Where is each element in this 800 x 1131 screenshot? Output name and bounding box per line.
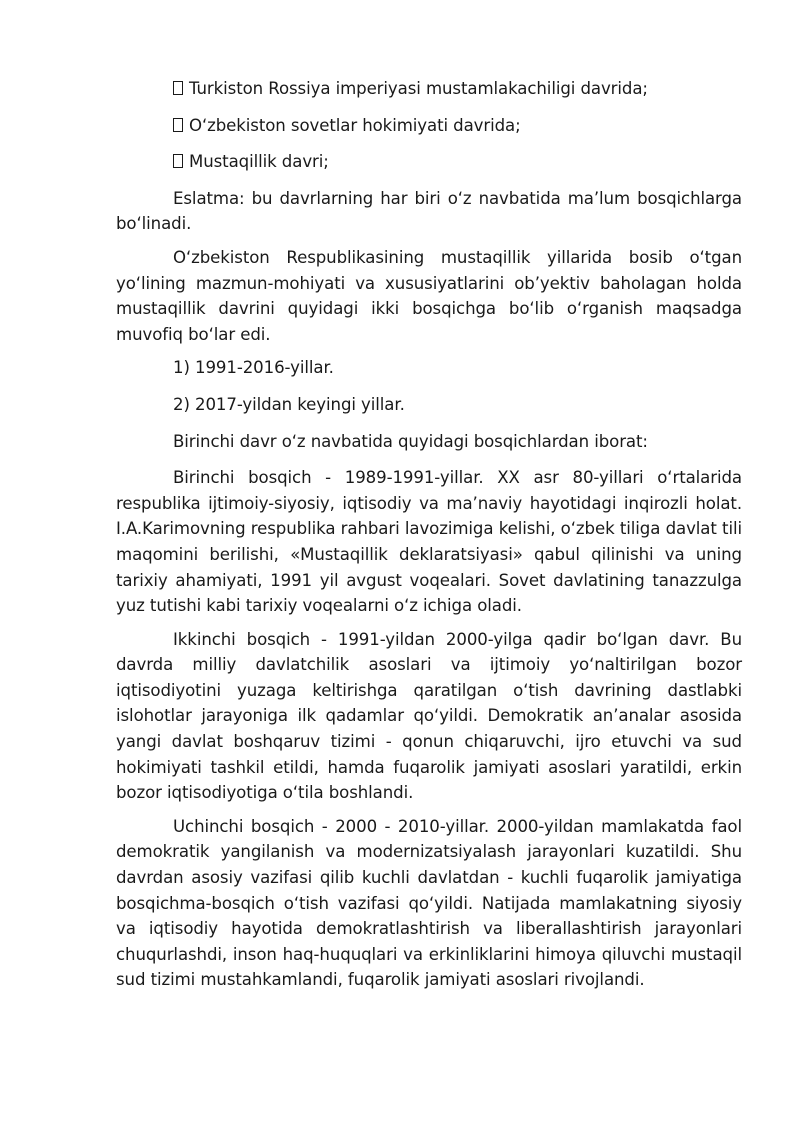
bullet-text: Mustaqillik davri; xyxy=(189,152,329,172)
paragraph-first-period: Birinchi davr o‘z navbatida quyidagi bosqichlardan iborat: xyxy=(173,431,648,451)
paragraph-stage-3: Uchinchi bosqich - 2000 - 2010-yillar. 2000-yildan mamlakatda faol demokratik yangilanish va modernizatsiyalash jarayonlari kuzatildi. Shu davrdan asosiy vazifasi qilib kuchli davlatdan - kuchli fuqarolik jamiyatiga bosqichma-bosqich o‘tish vazifasi qo‘yildi. Natijada mamlakatning siyosiy va iqtisodiy hayotida demokratlashtirish va liberallashtirish jarayonlari chuqurlashdi, inson haq-huquqlari va erkinliklarini himoya qiluvchi mustaqil sud tizimi mustahkamlandi, fuqarolik jamiyati asoslari rivojlandi. xyxy=(116,816,742,990)
bullet-item-1 xyxy=(116,76,742,102)
bullet-text: Turkiston Rossiya imperiyasi mustamlakachiligi davrida; xyxy=(189,79,648,98)
paragraph-period-1: 1) 1991-2016-yillar. xyxy=(173,358,334,378)
missing-glyph-icon xyxy=(173,118,183,132)
paragraph-stage-2: Ikkinchi bosqich - 1991-yildan 2000-yilga qadir bo‘lgan davr. Bu davrda milliy davlatchilik asoslari va ijtimoiy yo‘naltirilgan bozor iqtisodiyotini yuzaga keltirishga qaratilgan o‘tish davrining dastlabki islohotlar jarayoniga ilk qadamlar qo‘yildi. Demokratik an’analar asosida yangi davlat boshqaruv tizimi - qonun chiqaruvchi, ijro etuvchi va sud hokimiyati tashkil etildi, hamda fuqarolik jamiyati asoslari yaratildi, erkin bozor iqtisodiyotiga o‘tila boshlandi. xyxy=(116,629,742,803)
bullet-text: O‘zbekiston sovetlar hokimiyati davrida; xyxy=(189,115,521,135)
bullet-item-2 xyxy=(116,113,742,139)
paragraph-stage-1: Birinchi bosqich - 1989-1991-yillar. XX asr 80-yillari o‘rtalarida respublika ijtimoiy-siyosiy, iqtisodiy va ma’naviy hayotidagi inqirozli holat. I.A.Karimovning respublika rahbari lavozimiga kelishi, o‘zbek tiliga davlat tili maqomini berilishi, «Mustaqillik deklaratsiyasi» qabul qilinishi va uning tarixiy ahamiyati, 1991 yil avgust voqealari. Sovet davlatining tanazzulga yuz tutishi kabi tarixiy voqealarni o‘z ichiga oladi. xyxy=(116,468,742,616)
missing-glyph-icon xyxy=(173,154,183,168)
bullet-item-3 xyxy=(116,149,742,175)
missing-glyph-icon xyxy=(173,81,183,95)
paragraph-note: Eslatma: bu davrlarning har biri o‘z navbatida ma’lum bosqichlarga bo‘linadi. xyxy=(116,188,742,234)
paragraph-intro: O‘zbekiston Respublikasining mustaqillik yillarida bosib o‘tgan yo‘lining mazmun-mohiyati va xususiyatlarini ob’yektiv baholagan holda mustaqillik davrini quyidagi ikki bosqichga bo‘lib o‘rganish maqsadga muvofiq bo‘lar edi. xyxy=(116,247,742,344)
paragraph-period-2: 2) 2017-yildan keyingi yillar. xyxy=(173,394,405,414)
document-page xyxy=(116,76,742,1001)
